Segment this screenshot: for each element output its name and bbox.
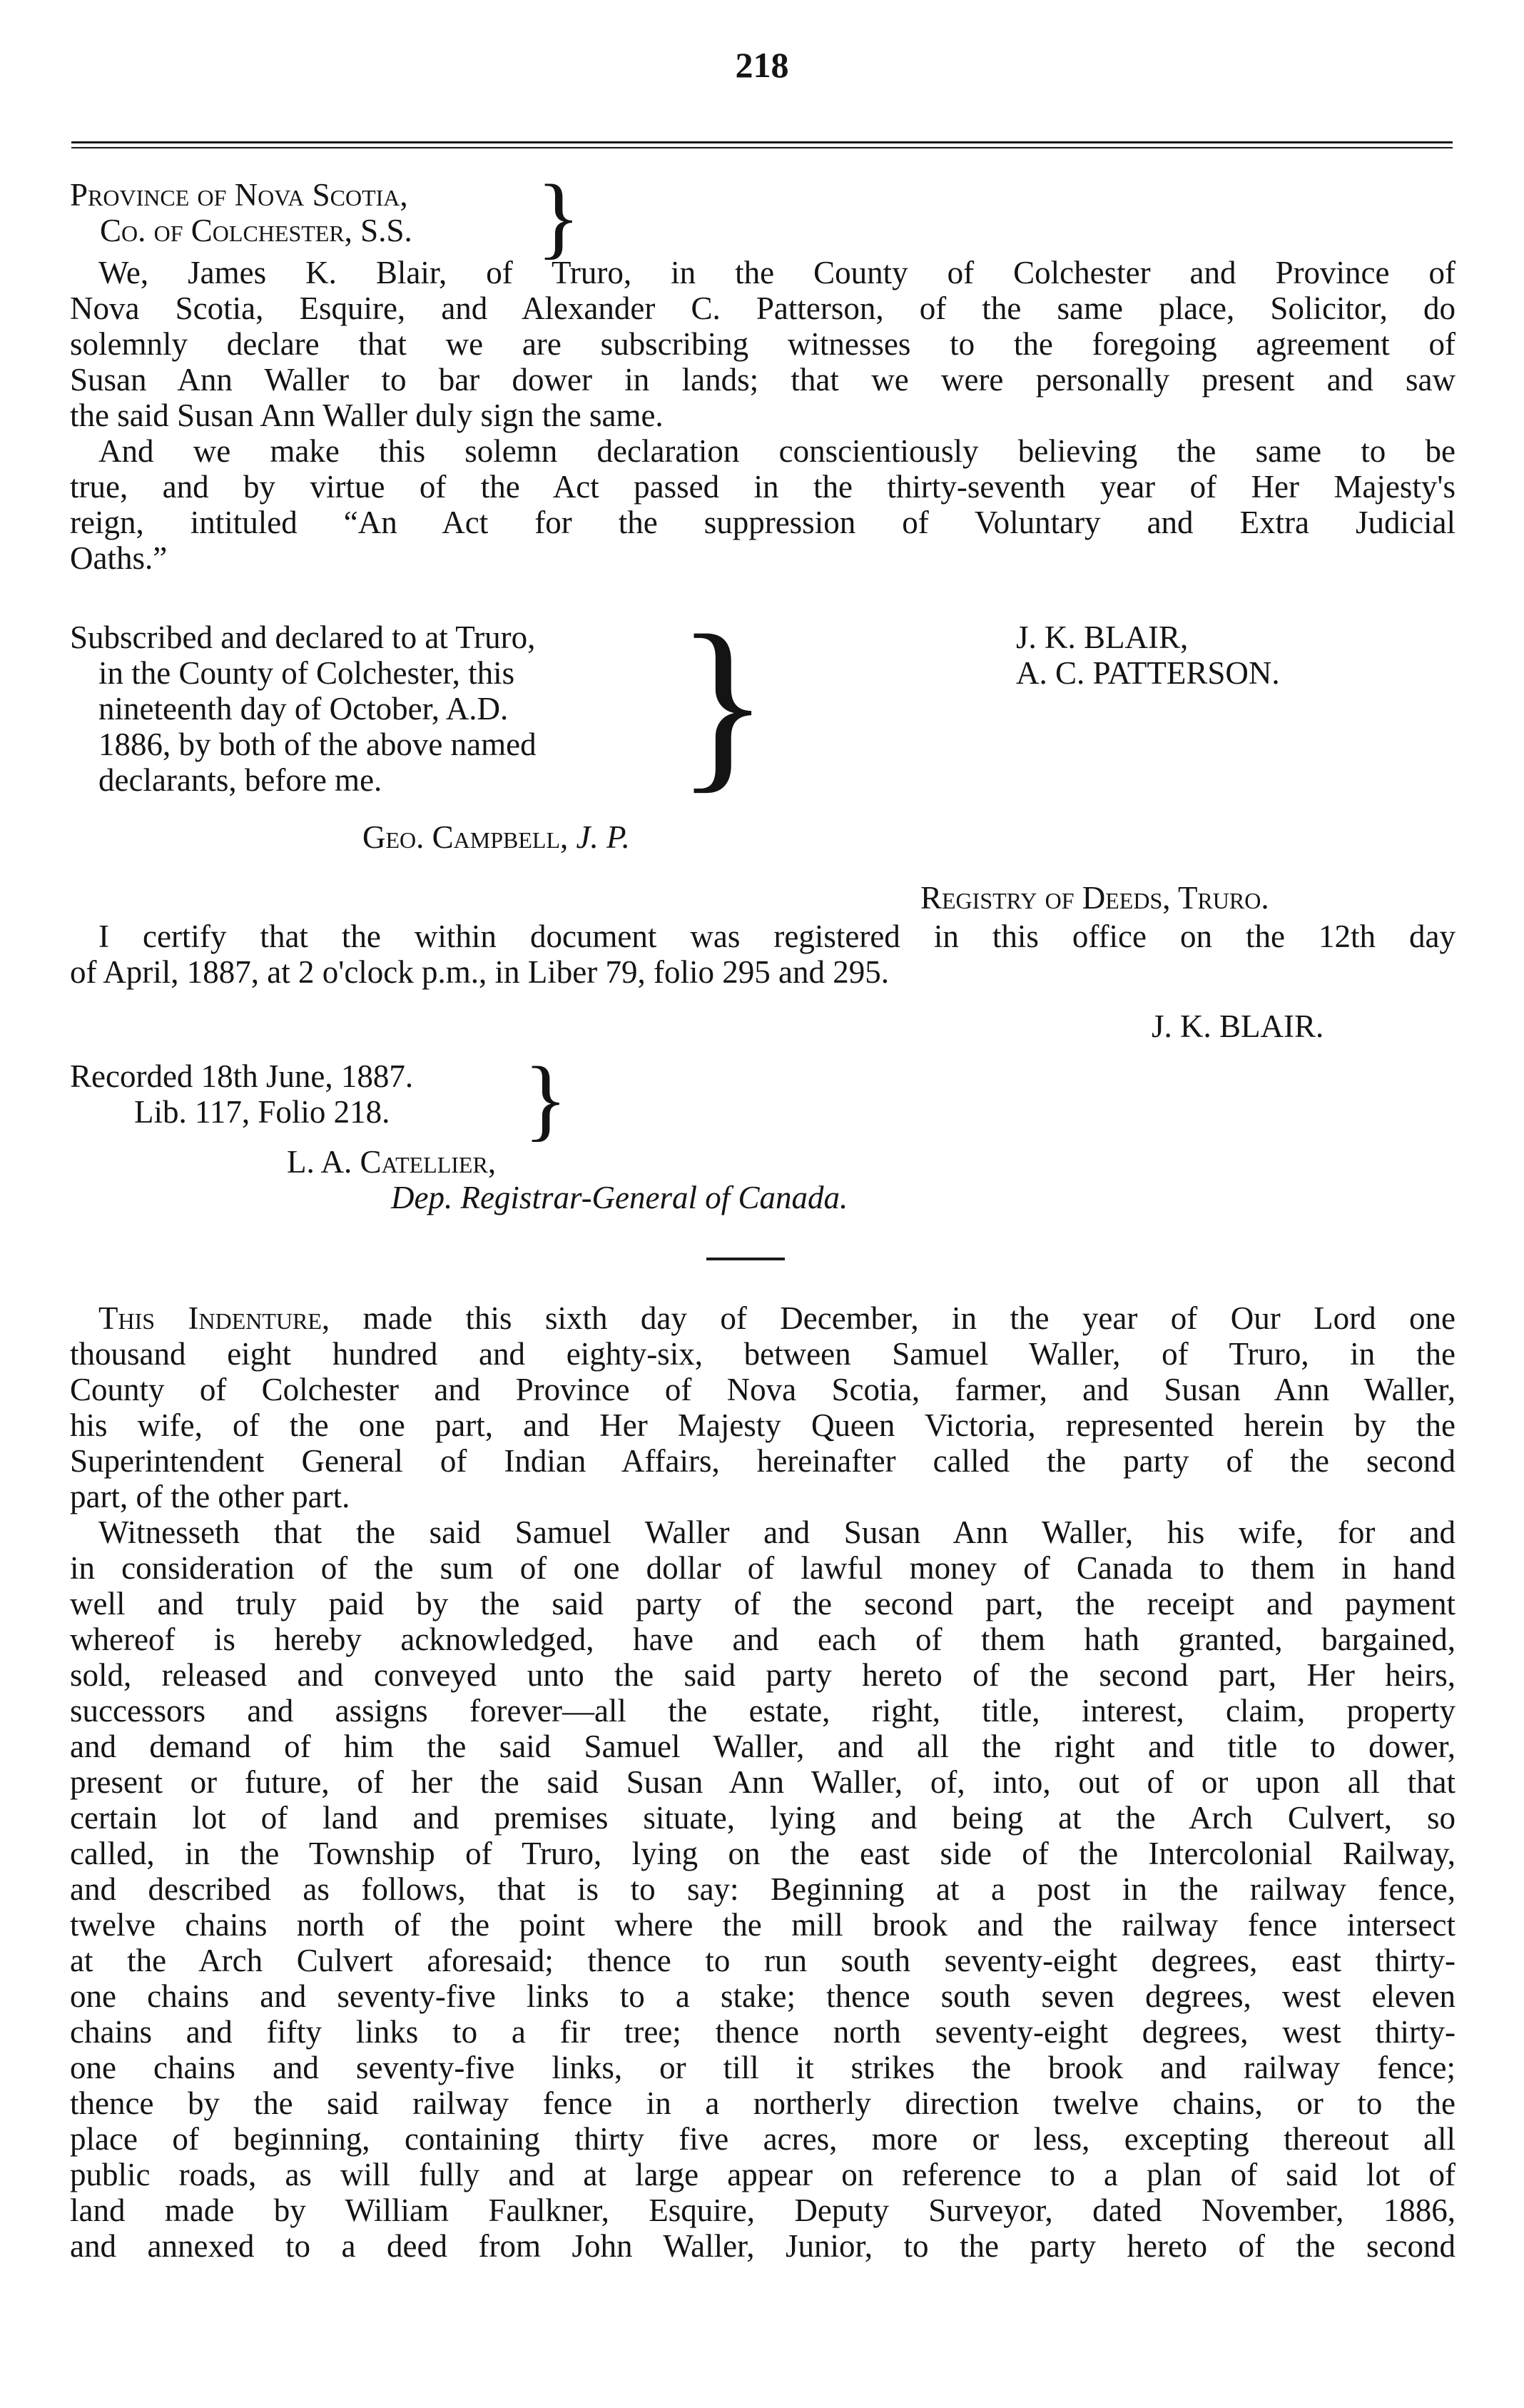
certify-line: of April, 1887, at 2 o'clock p.m., in Liber 79, folio 295 and 295. <box>70 954 889 990</box>
witnesseth-line: one chains and seventy-five links to a stake; thence south seven degrees, west eleven <box>70 1978 1456 2014</box>
witnesseth-line: one chains and seventy-five links, or till it strikes the brook and railway fence; <box>70 2050 1456 2085</box>
header-rule-top <box>71 141 1453 143</box>
witnesseth-line: sold, released and conveyed unto the said party hereto of the second part, Her heirs, <box>70 1657 1456 1693</box>
declaration-line: We, James K. Blair, of Truro, in the County of Colchester and Province of <box>98 255 1456 290</box>
signatory-blair: J. K. BLAIR, <box>1016 619 1189 655</box>
subscribed-line: declarants, before me. <box>98 762 382 798</box>
witnesseth-line: Witnesseth that the said Samuel Waller and Susan Ann Waller, his wife, for and <box>98 1514 1456 1550</box>
witnesseth-line: certain lot of land and premises situate, lying and being at the Arch Culvert, so <box>70 1800 1456 1836</box>
recorded-brace: } <box>524 1048 568 1150</box>
page-number: 218 <box>735 45 789 85</box>
signatory-patterson: A. C. PATTERSON. <box>1016 655 1280 691</box>
county-line: Co. of Colchester, S.S. <box>100 213 412 248</box>
declaration-line: solemnly declare that we are subscribing witnesses to the foregoing agreement of <box>70 326 1456 362</box>
witnesseth-line: land made by William Faulkner, Esquire, Deputy Surveyor, dated November, 1886, <box>70 2192 1456 2228</box>
jp-title: J. P. <box>576 819 630 855</box>
indenture-line <box>98 1300 1456 1336</box>
witnesseth-line: chains and fifty links to a fir tree; thence north seventy-eight degrees, west thirty- <box>70 2014 1456 2050</box>
witnesseth-line: thence by the said railway fence in a northerly direction twelve chains, or to the <box>70 2085 1456 2121</box>
declaration-line: the said Susan Ann Waller duly sign the same. <box>70 398 664 433</box>
justice-of-peace <box>362 819 630 856</box>
indenture-line-text: made this sixth day of December, in the year of Our Lord one <box>362 1300 1456 1336</box>
witnesseth-line: twelve chains north of the point where the mill brook and the railway fence intersect <box>70 1907 1456 1943</box>
declaration-line: Nova Scotia, Esquire, and Alexander C. Patterson, of the same place, Solicitor, do <box>70 290 1456 326</box>
witnesseth-line: successors and assigns forever—all the estate, right, title, interest, claim, property <box>70 1693 1456 1729</box>
witnesseth-line: and described as follows, that is to say: Beginning at a post in the railway fence, <box>70 1871 1456 1907</box>
solemn-line: And we make this solemn declaration conscientiously believing the same to be <box>98 433 1456 469</box>
solemn-line: true, and by virtue of the Act passed in the thirty-seventh year of Her Majesty's <box>70 469 1456 505</box>
section-divider <box>706 1258 785 1260</box>
registry-heading: Registry of Deeds, Truro. <box>920 880 1269 916</box>
province-line: Province of Nova Scotia, <box>70 177 408 213</box>
witnesseth-line: whereof is hereby acknowledged, have and each of them hath granted, bargained, <box>70 1622 1456 1657</box>
indenture-opening: This Indenture, <box>98 1300 330 1336</box>
witnesseth-line: called, in the Township of Truro, lying on the east side of the Intercolonial Railway, <box>70 1836 1456 1871</box>
subscribed-line: Subscribed and declared to at Truro, <box>70 619 536 655</box>
solemn-line: Oaths.” <box>70 540 168 576</box>
witnesseth-line: and demand of him the said Samuel Waller, and all the right and title to dower, <box>70 1729 1456 1764</box>
header-rule-bottom <box>71 147 1453 148</box>
jp-name: Geo. Campbell, <box>362 819 569 855</box>
province-brace: } <box>537 166 581 268</box>
certify-line: I certify that the within document was registered in this office on the 12th day <box>98 919 1456 954</box>
registrar-general-title: Dep. Registrar-General of Canada. <box>391 1180 848 1215</box>
subscribed-brace: } <box>676 596 769 809</box>
indenture-line: his wife, of the one part, and Her Majesty Queen Victoria, represented herein by the <box>70 1407 1456 1443</box>
recorded-line: Recorded 18th June, 1887. <box>70 1058 414 1094</box>
declaration-line: Susan Ann Waller to bar dower in lands; that we were personally present and saw <box>70 362 1456 398</box>
witnesseth-line: and annexed to a deed from John Waller, Junior, to the party hereto of the second <box>70 2228 1456 2264</box>
indenture-line: County of Colchester and Province of Nova Scotia, farmer, and Susan Ann Waller, <box>70 1372 1456 1407</box>
witnesseth-line: public roads, as will fully and at large appear on reference to a plan of said lot of <box>70 2157 1456 2192</box>
solemn-line: reign, intituled “An Act for the suppression of Voluntary and Extra Judicial <box>70 505 1456 540</box>
witnesseth-line: place of beginning, containing thirty five acres, more or less, excepting thereout all <box>70 2121 1456 2157</box>
indenture-line: part, of the other part. <box>70 1479 350 1514</box>
witnesseth-line: well and truly paid by the said party of the second part, the receipt and payment <box>70 1586 1456 1622</box>
subscribed-line: in the County of Colchester, this <box>98 655 515 691</box>
registrar-signature: J. K. BLAIR. <box>1152 1008 1324 1044</box>
registrar-general-name: L. A. Catellier, <box>287 1144 497 1180</box>
subscribed-line: nineteenth day of October, A.D. <box>98 691 509 727</box>
witnesseth-line: at the Arch Culvert aforesaid; thence to run south seventy-eight degrees, east thirty- <box>70 1943 1456 1978</box>
witnesseth-line: present or future, of her the said Susan Ann Waller, of, into, out of or upon all that <box>70 1764 1456 1800</box>
recorded-line: Lib. 117, Folio 218. <box>134 1094 390 1130</box>
indenture-line: thousand eight hundred and eighty-six, between Samuel Waller, of Truro, in the <box>70 1336 1456 1372</box>
subscribed-line: 1886, by both of the above named <box>98 727 537 762</box>
indenture-line: Superintendent General of Indian Affairs, hereinafter called the party of the second <box>70 1443 1456 1479</box>
witnesseth-line: in consideration of the sum of one dollar of lawful money of Canada to them in hand <box>70 1550 1456 1586</box>
